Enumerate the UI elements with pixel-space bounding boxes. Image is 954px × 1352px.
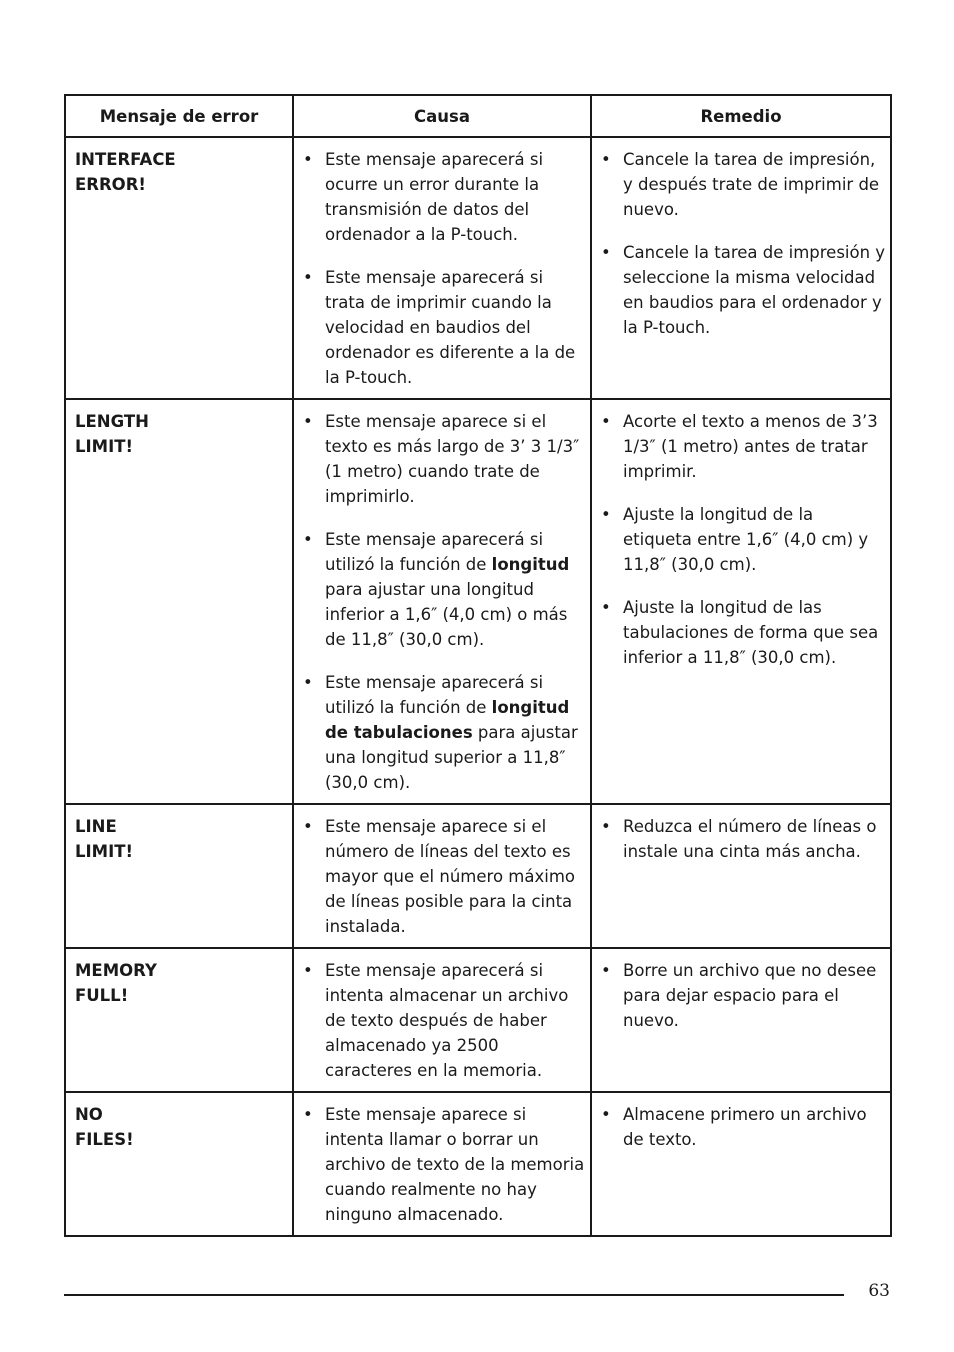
bullet-icon: •	[303, 150, 313, 169]
error-message-cell	[65, 399, 293, 804]
table-row	[65, 399, 891, 804]
remedy-item	[601, 240, 886, 340]
bullet-icon: •	[601, 150, 611, 169]
error-message-line: FULL!	[75, 986, 129, 1005]
error-messages-table	[64, 94, 892, 1237]
remedy-cell	[591, 137, 891, 399]
remedy-item	[601, 595, 886, 670]
cause-text	[325, 530, 569, 649]
cause-text	[325, 673, 578, 792]
bullet-icon: •	[303, 268, 313, 287]
bullet-icon: •	[601, 598, 611, 617]
remedy-text: Acorte el texto a menos de 3’3 1/3″ (1 metro) antes de tratar imprimir.	[623, 412, 878, 481]
bullet-icon: •	[601, 1105, 611, 1124]
bullet-icon: •	[601, 817, 611, 836]
cause-text: Este mensaje aparece si el número de líneas del texto es mayor que el número máximo de líneas posible para la cinta instalada.	[325, 817, 575, 936]
remedy-item	[601, 814, 886, 864]
bullet-icon: •	[303, 817, 313, 836]
error-message-cell	[65, 1092, 293, 1236]
bullet-icon: •	[303, 530, 313, 549]
table-row	[65, 948, 891, 1092]
cause-text: Este mensaje aparecerá si intenta almacenar un archivo de texto después de haber almacenado ya 2500 caracteres en la memoria.	[325, 961, 569, 1080]
remedy-item	[601, 958, 886, 1033]
remedy-text: Ajuste la longitud de la etiqueta entre 1,6″ (4,0 cm) y 11,8″ (30,0 cm).	[623, 505, 869, 574]
cause-text: Este mensaje aparecerá si trata de imprimir cuando la velocidad en baudios del ordenador es diferente a la de la P-touch.	[325, 268, 576, 387]
cause-item	[303, 147, 586, 247]
page-number: 63	[868, 1281, 890, 1301]
remedy-cell	[591, 1092, 891, 1236]
remedy-text: Reduzca el número de líneas o instale una cinta más ancha.	[623, 817, 877, 861]
cause-item	[303, 1102, 586, 1227]
remedy-item	[601, 502, 886, 577]
function-name: longitud de tabulaciones	[325, 698, 570, 742]
remedy-text: Cancele la tarea de impresión, y después trate de imprimir de nuevo.	[623, 150, 880, 219]
bullet-icon: •	[303, 961, 313, 980]
error-message-line: FILES!	[75, 1130, 134, 1149]
function-name: longitud	[491, 555, 570, 574]
cause-cell	[293, 948, 591, 1092]
cause-text-part: para ajustar una longitud inferior a 1,6″ (4,0 cm) o más de 11,8″ (30,0 cm).	[325, 580, 568, 649]
header-remedy: Remedio	[591, 95, 891, 137]
error-message-line: MEMORY	[75, 961, 157, 980]
cause-text-part: para ajustar una longitud superior a 11,8″ (30,0 cm).	[325, 723, 578, 792]
cause-text-part: Este mensaje aparecerá si utilizó la función de	[325, 673, 544, 717]
error-message-cell	[65, 948, 293, 1092]
bullet-icon: •	[601, 961, 611, 980]
error-message-line: NO	[75, 1105, 103, 1124]
cause-cell	[293, 804, 591, 948]
cause-item	[303, 409, 586, 509]
cause-text-part: Este mensaje aparecerá si utilizó la función de	[325, 530, 544, 574]
error-message-line: LIMIT!	[75, 437, 133, 456]
table-row	[65, 804, 891, 948]
table-header-row	[65, 95, 891, 137]
remedy-cell	[591, 804, 891, 948]
remedy-item	[601, 1102, 886, 1152]
cause-cell	[293, 1092, 591, 1236]
error-message-line: LENGTH	[75, 412, 149, 431]
bullet-icon: •	[303, 1105, 313, 1124]
remedy-text: Cancele la tarea de impresión y seleccione la misma velocidad en baudios para el ordenador y la P-touch.	[623, 243, 886, 337]
remedy-item	[601, 409, 886, 484]
bullet-icon: •	[303, 673, 313, 692]
bullet-icon: •	[303, 412, 313, 431]
remedy-text: Ajuste la longitud de las tabulaciones de forma que sea inferior a 11,8″ (30,0 cm).	[623, 598, 879, 667]
bullet-icon: •	[601, 412, 611, 431]
cause-item	[303, 814, 586, 939]
cause-text: Este mensaje aparece si el texto es más largo de 3’ 3 1/3″ (1 metro) cuando trate de imprimirlo.	[325, 412, 580, 506]
cause-item	[303, 958, 586, 1083]
cause-item	[303, 527, 586, 652]
header-cause: Causa	[293, 95, 591, 137]
cause-cell	[293, 137, 591, 399]
error-message-line: ERROR!	[75, 175, 146, 194]
footer-divider	[64, 1294, 844, 1296]
error-message-line: LINE	[75, 817, 117, 836]
error-message-cell	[65, 804, 293, 948]
error-message-cell	[65, 137, 293, 399]
cause-item	[303, 670, 586, 795]
bullet-icon: •	[601, 505, 611, 524]
cause-cell	[293, 399, 591, 804]
error-message-line: INTERFACE	[75, 150, 176, 169]
remedy-cell	[591, 948, 891, 1092]
table-row	[65, 137, 891, 399]
cause-item	[303, 265, 586, 390]
cause-text: Este mensaje aparece si intenta llamar o borrar un archivo de texto de la memoria cuando realmente no hay ninguno almacenado.	[325, 1105, 585, 1224]
table-row	[65, 1092, 891, 1236]
bullet-icon: •	[601, 243, 611, 262]
cause-text: Este mensaje aparecerá si ocurre un error durante la transmisión de datos del ordenador a la P-touch.	[325, 150, 544, 244]
error-message-line: LIMIT!	[75, 842, 133, 861]
remedy-cell	[591, 399, 891, 804]
header-error-message: Mensaje de error	[65, 95, 293, 137]
remedy-text: Borre un archivo que no desee para dejar espacio para el nuevo.	[623, 961, 877, 1030]
remedy-item	[601, 147, 886, 222]
remedy-text: Almacene primero un archivo de texto.	[623, 1105, 867, 1149]
